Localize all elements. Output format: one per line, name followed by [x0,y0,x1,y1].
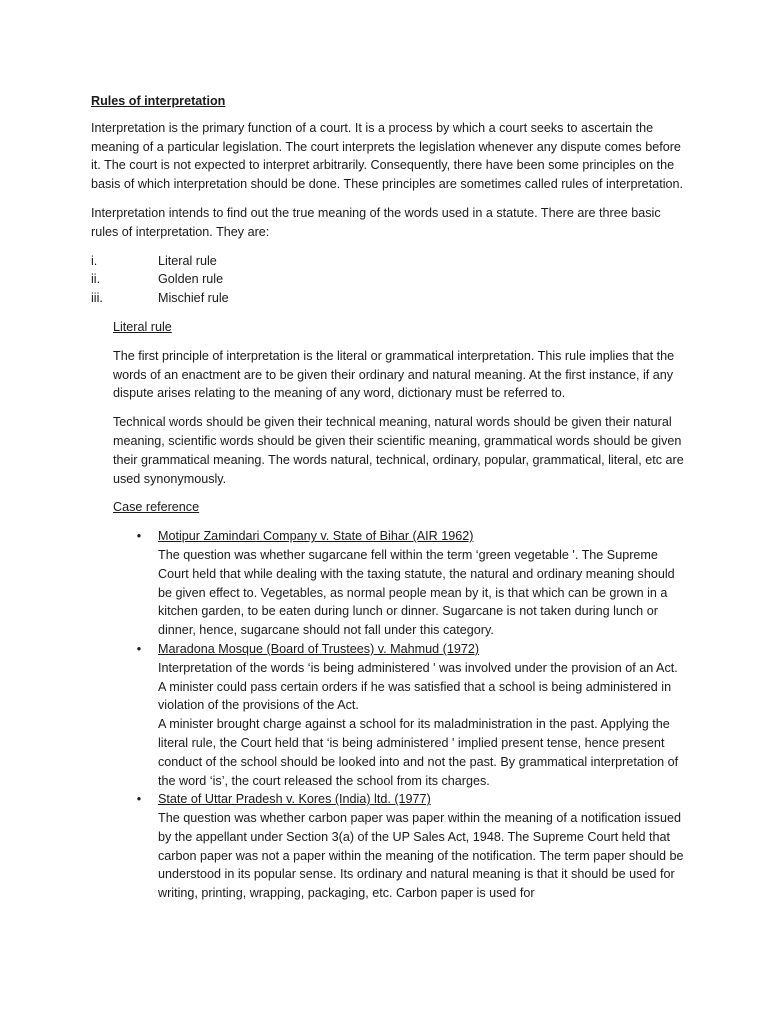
page-title: Rules of interpretation [91,94,226,108]
list-item [91,270,686,289]
case-text: Interpretation of the words ‘is being administered ' was involved under the provision of an Act. A minister could pass certain orders if he was satisfied that a school is being administered in violation of the provisions of the Act. [158,660,678,713]
list-item [136,790,686,903]
case-list [135,527,686,903]
case-text: A minister brought charge against a school for its maladministration in the past. Applying the literal rule, the Court held that ‘is being administered ' implied present tense, hence present conduct of the school should be looked into and not the past. By grammatical interpretation of the word ‘is’, the court released the school from its charges. [158,717,679,788]
bullet-icon: • [136,792,142,807]
case-text: The question was whether sugarcane fell within the term ‘green vegetable '. The Supreme Court held that while dealing with the taxing statute, the natural and ordinary meaning should be given effect to. Vegetables, as normal people mean by it, is that which can be grown in a kitchen garden, to be eaten during lunch or dinner. Sugarcane is not taken during lunch or dinner, hence, sugarcane should not fall under this category. [158,547,675,638]
case-title: Motipur Zamindari Company v. State of Bihar (AIR 1962) [158,529,474,544]
case-text: The question was whether carbon paper was paper within the meaning of a notification issued by the appellant under Section 3(a) of the UP Sales Act, 1948. The Supreme Court held that carbon paper was not a paper within the meaning of the notification. The term paper should be understood in its popular sense. Its ordinary and natural meaning is that it should be used for writing, printing, wrapping, packaging, etc. Carbon paper is used for [158,811,684,901]
case-reference-heading: Case reference [113,500,200,515]
bullet-icon: • [136,641,142,656]
rules-list [91,252,686,308]
list-item [91,252,686,271]
list-item [136,640,686,790]
list-label: Golden rule [158,272,224,287]
intro-paragraph-1: Interpretation is the primary function of a court. It is a process by which a court seeks to ascertain the meaning of a particular legislation. The court interprets the legislation whenever any dispute comes before it. The court is not expected to interpret arbitrarily. Consequently, there have been some principles on the basis of which interpretation should be done. These principles are sometimes called rules of interpretation. [91,120,683,192]
list-label: Literal rule [158,253,217,268]
list-item [136,527,686,640]
document-body [91,92,686,903]
literal-rule-section [113,318,686,517]
list-label: Mischief rule [158,291,229,306]
literal-rule-heading: Literal rule [113,319,172,334]
case-title: State of Uttar Pradesh v. Kores (India) ltd. (1977) [158,792,431,807]
literal-rule-paragraph-1: The first principle of interpretation is the literal or grammatical interpretation. This rule implies that the words of an enactment are to be given their ordinary and natural meaning. At the first instance, if any dispute arises relating to the meaning of any word, dictionary must be referred to. [113,348,675,401]
list-number: i. [91,253,98,268]
list-item [91,289,686,308]
intro-paragraph-2: Interpretation intends to find out the true meaning of the words used in a statute. There are three basic rules of interpretation. They are: [91,205,661,239]
case-title: Maradona Mosque (Board of Trustees) v. Mahmud (1972) [158,641,480,656]
literal-rule-paragraph-2: Technical words should be given their technical meaning, natural words should be given their natural meaning, scientific words should be given their scientific meaning, grammatical words should be given their grammatical meaning. The words natural, technical, ordinary, popular, grammatical, literal, etc are used synonymously. [113,415,684,486]
list-number: ii. [91,272,101,287]
bullet-icon: • [136,529,142,544]
list-number: iii. [91,291,103,306]
